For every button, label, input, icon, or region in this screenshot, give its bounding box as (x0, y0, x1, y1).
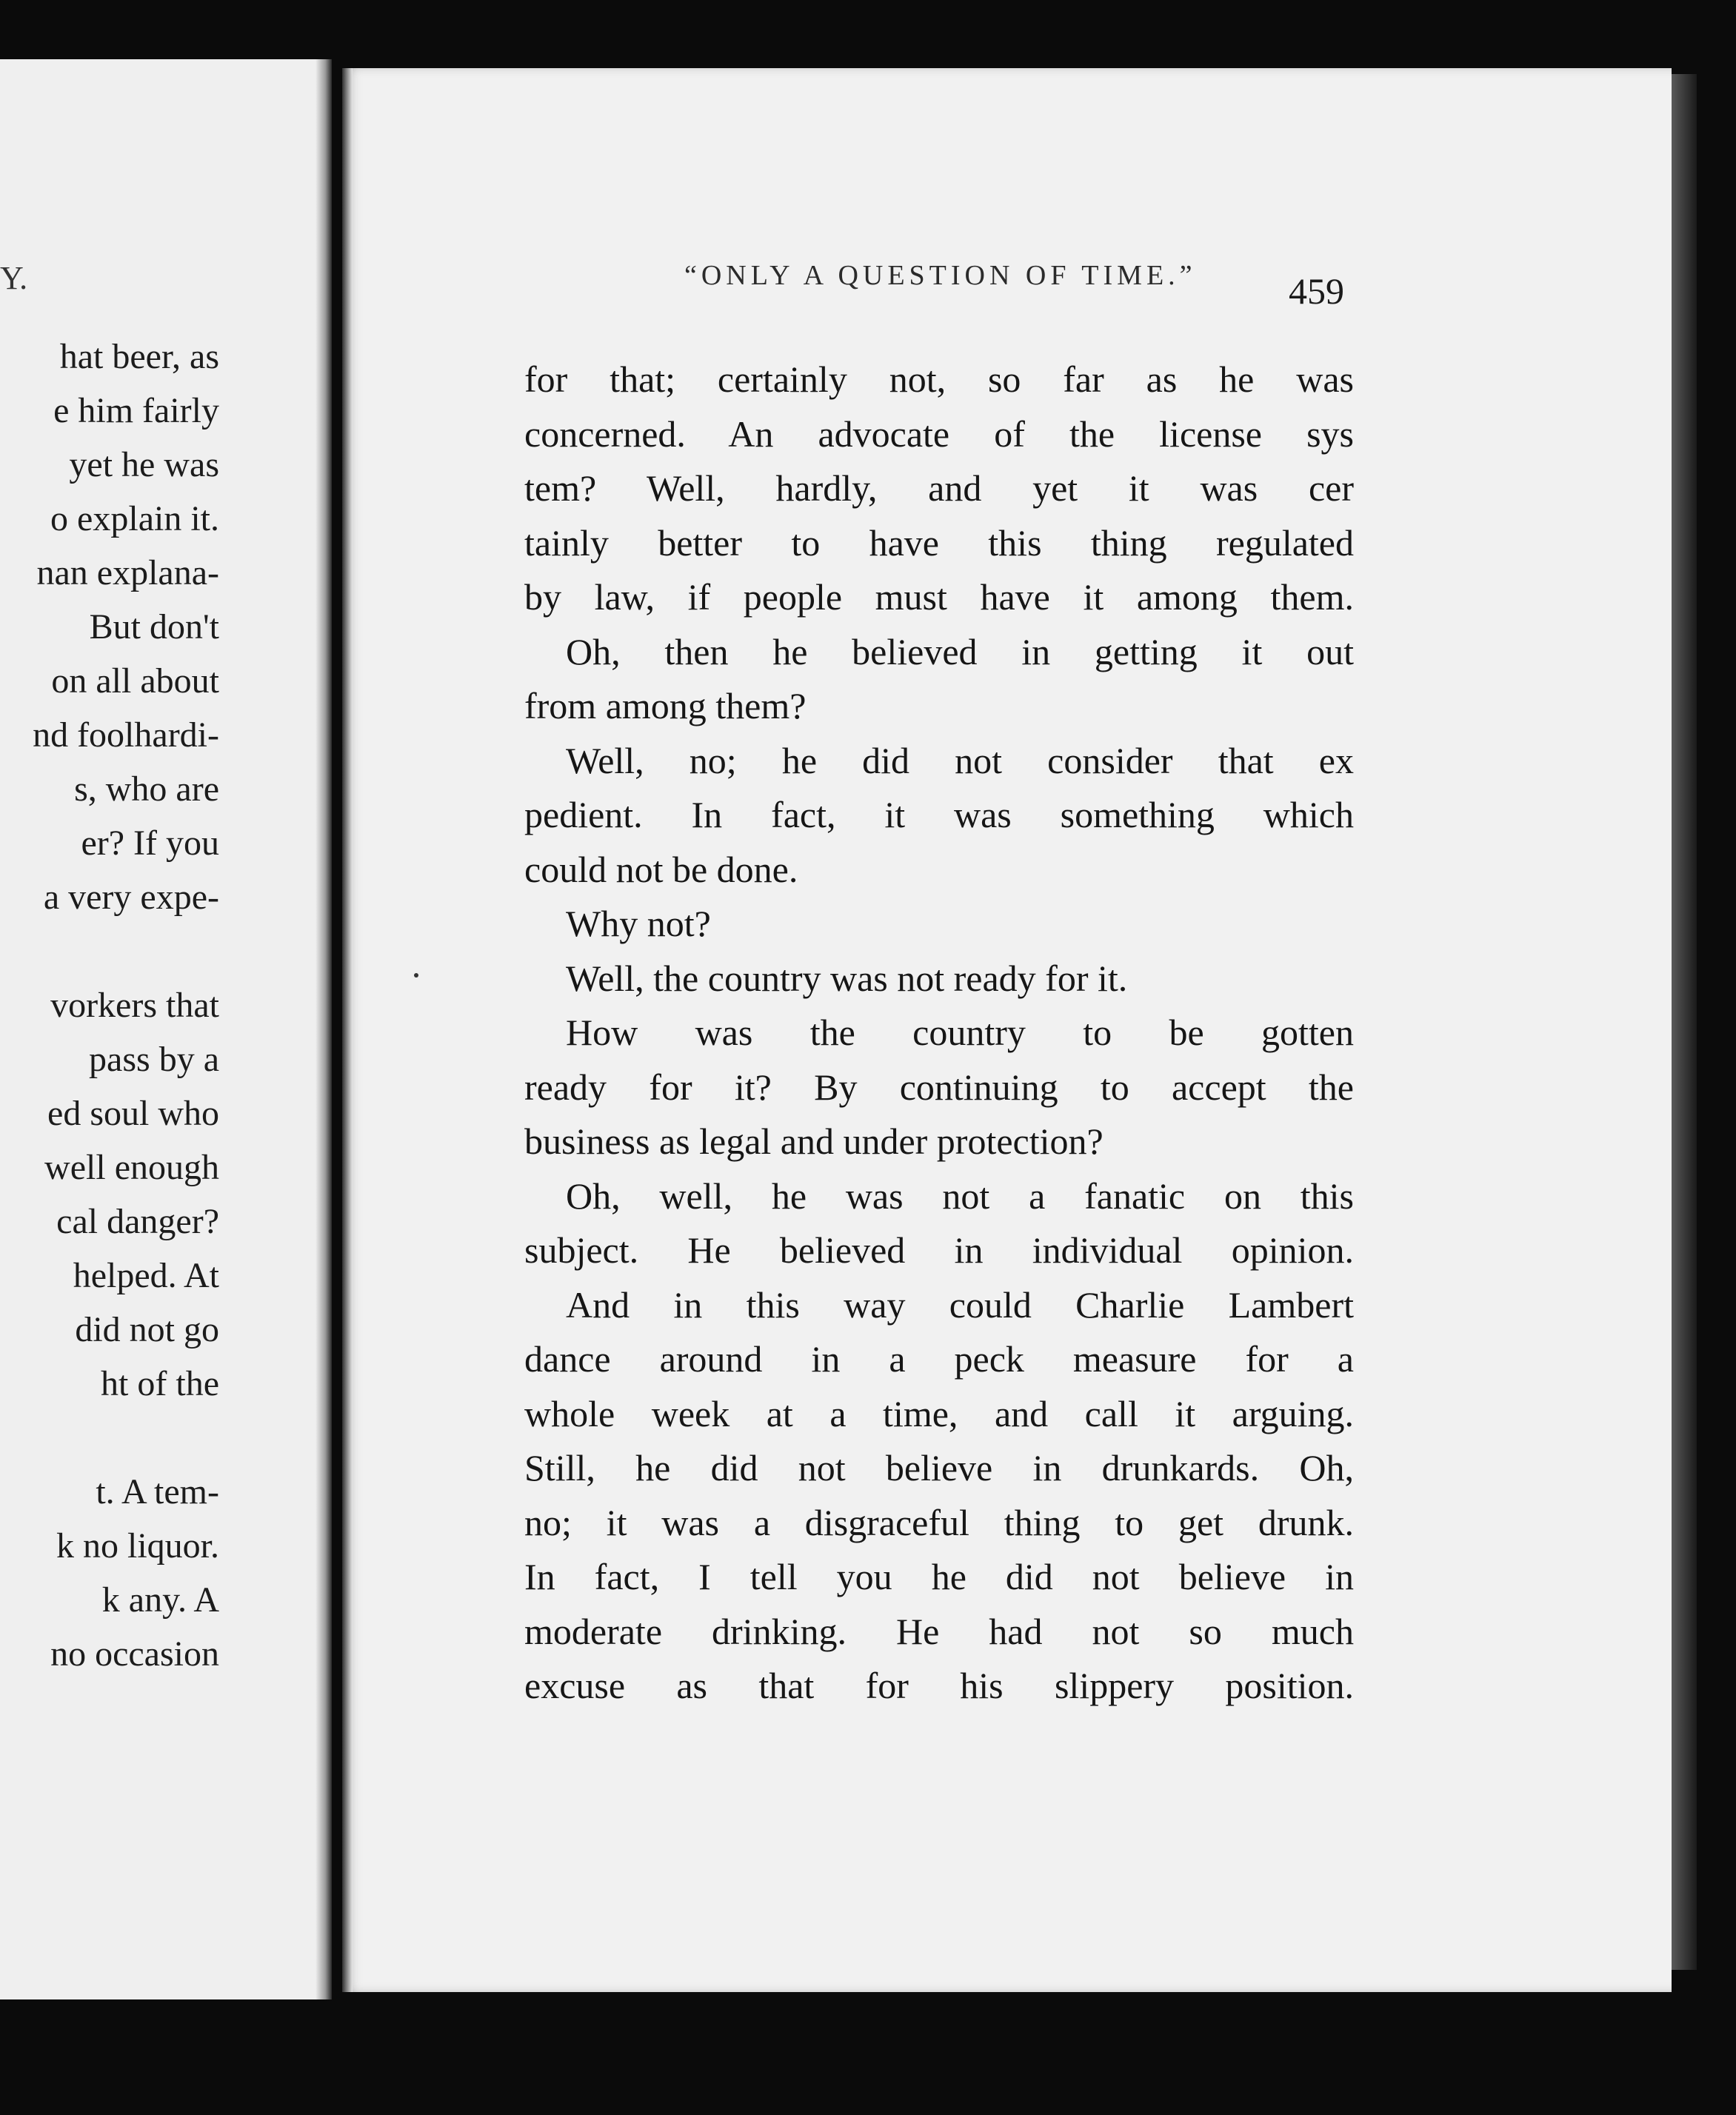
left-text-line: o explain it. (50, 499, 219, 538)
text-line: In fact, I tell you he did not believe in (524, 1556, 1354, 1597)
text-line: tainly better to have this thing regulated (524, 521, 1354, 564)
left-text-line: a very expe- (43, 878, 219, 917)
left-text-line (0, 1411, 219, 1465)
left-text-line: pass by a (89, 1040, 219, 1079)
left-text-line: s, who are (74, 769, 219, 809)
left-text-line: hat beer, as (59, 337, 219, 376)
left-text-line: t. A tem- (96, 1472, 219, 1511)
text-line: How was the country to be gotten (566, 1012, 1354, 1053)
left-page-header: Y. (0, 260, 28, 296)
left-text-line: vorkers that (50, 986, 219, 1025)
left-text-line: But don't (89, 607, 219, 646)
left-text-line: well enough (44, 1148, 219, 1187)
left-text-line: k no liquor. (56, 1526, 219, 1566)
left-page-text (0, 330, 219, 1681)
left-text-line: yet he was (69, 445, 219, 484)
text-line: by law, if people must have it among them. (524, 576, 1354, 618)
text-line: Oh, then he believed in getting it out (566, 630, 1354, 672)
body-text (524, 352, 1354, 1714)
left-text-line: e him fairly (53, 391, 219, 430)
text-line: from among them? (524, 685, 807, 726)
text-line: subject. He believed in individual opinion. (524, 1229, 1354, 1271)
left-text-line: no occasion (50, 1634, 219, 1674)
text-line: Oh, well, he was not a fanatic on this (566, 1175, 1354, 1217)
text-line: whole week at a time, and call it arguing. (524, 1392, 1354, 1434)
gutter-shadow (316, 59, 332, 1999)
text-line: excuse as that for his slippery position. (524, 1665, 1354, 1706)
page-number: 459 (1289, 270, 1344, 312)
ink-speck (414, 973, 418, 978)
left-text-line: k any. A (101, 1580, 219, 1620)
text-line: moderate drinking. He had not so much (524, 1610, 1354, 1652)
left-text-line: ht of the (101, 1364, 219, 1403)
left-text-line: nd foolhardi- (33, 715, 219, 755)
left-text-line: did not go (75, 1310, 219, 1349)
left-text-line: on all about (51, 661, 219, 701)
text-line: ready for it? By continuing to accept the (524, 1066, 1354, 1108)
text-line: business as legal and under protection? (524, 1120, 1104, 1162)
left-text-line: cal danger? (56, 1202, 219, 1241)
left-text-line (0, 924, 219, 978)
text-line: Why not? (566, 903, 711, 944)
text-line: no; it was a disgraceful thing to get drunk. (524, 1501, 1354, 1543)
text-line: could not be done. (524, 848, 798, 890)
book-spine (342, 68, 353, 1992)
text-line: dance around in a peck measure for a (524, 1338, 1354, 1380)
text-line: Well, no; he did not consider that ex (566, 739, 1354, 781)
text-line: Still, he did not believe in drunkards. Oh, (524, 1447, 1354, 1488)
left-text-line: helped. At (73, 1256, 219, 1295)
left-text-line: nan explana- (36, 553, 219, 592)
page-edge (1672, 74, 1697, 1970)
text-line: tem? Well, hardly, and yet it was cer (524, 467, 1354, 509)
text-line: And in this way could Charlie Lambert (566, 1283, 1354, 1326)
running-head: “ONLY A QUESTION OF TIME.” (684, 260, 1197, 291)
left-text-line: er? If you (81, 823, 219, 863)
text-line: pedient. In fact, it was something which (524, 794, 1354, 835)
text-line: Well, the country was not ready for it. (566, 957, 1128, 999)
left-text-line: ed soul who (47, 1094, 219, 1133)
left-page (0, 59, 332, 1999)
text-line: for that; certainly not, so far as he was (524, 358, 1354, 400)
text-line: concerned. An advocate of the license sys (524, 412, 1354, 455)
